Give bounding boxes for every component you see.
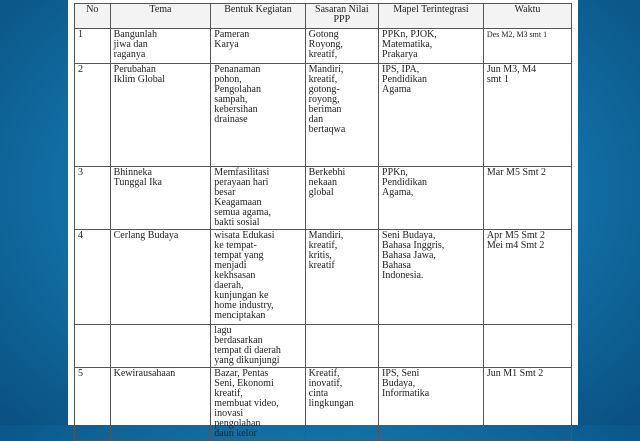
cell-sasaran	[305, 325, 378, 368]
cell-no: 2	[75, 64, 111, 167]
cell-waktu: Mar M5 Smt 2	[483, 167, 571, 230]
cell-no: 3	[75, 167, 111, 230]
cell-mapel: Seni Budaya, Bahasa Inggris, Bahasa Jawa, Bahasa Indonesia.	[379, 230, 484, 325]
header-sasaran-nilai: Sasaran Nilai PPP	[305, 4, 378, 29]
cell-waktu	[483, 325, 571, 368]
cell-bentuk: Bazar, Pentas Seni, Ekonomi kreatif, membuat video, inovasi pengolahan daun kelor	[211, 368, 305, 441]
cell-mapel: PPKn, Pendidikan Agama,	[379, 167, 484, 230]
cell-mapel: PPKn, PJOK, Matematika, Prakarya	[379, 29, 484, 64]
cell-tema: Perubahan Iklim Global	[110, 64, 211, 167]
cell-tema: Cerlang Budaya	[110, 230, 211, 325]
cell-sasaran: Mandiri, kreatif, gotong- royong, beriman dan bertaqwa	[305, 64, 378, 167]
cell-no: 4	[75, 230, 111, 325]
table-header-row	[75, 4, 572, 29]
table-row	[75, 230, 572, 325]
document-page	[68, 0, 578, 439]
header-waktu: Waktu	[483, 4, 571, 29]
cell-waktu: Des M2, M3 smt 1	[483, 29, 571, 64]
cell-bentuk: wisata Edukasi ke tempat- tempat yang menjadi kekhsasan daerah, kunjungan ke home industry, menciptakan	[211, 230, 305, 325]
cell-bentuk: lagu berdasarkan tempat di daerah yang dikunjungi	[211, 325, 305, 368]
table-row	[75, 167, 572, 230]
cell-no	[75, 325, 111, 368]
cell-tema: Bhinneka Tunggal Ika	[110, 167, 211, 230]
cell-sasaran: Berkebhi nekaan global	[305, 167, 378, 230]
cell-no: 5	[75, 368, 111, 441]
cell-bentuk: Pameran Karya	[211, 29, 305, 64]
cell-bentuk: Memfasilitasi perayaan hari besar Keagamaan semua agama, bakti sosial	[211, 167, 305, 230]
cell-sasaran: Mandiri, kreatif, kritis, kreatif	[305, 230, 378, 325]
cell-tema: Bangunlah jiwa dan raganya	[110, 29, 211, 64]
cell-bentuk: Penanaman pohon, Pengolahan sampah, kebersihan drainase	[211, 64, 305, 167]
table-row	[75, 368, 572, 441]
cell-sasaran: Kreatif, inovatif, cinta lingkungan	[305, 368, 378, 441]
cell-waktu: Jun M1 Smt 2	[483, 368, 571, 441]
cell-no: 1	[75, 29, 111, 64]
cell-sasaran: Gotong Royong, kreatif,	[305, 29, 378, 64]
table-row	[75, 29, 572, 64]
cell-tema: Kewirausahaan	[110, 368, 211, 441]
header-bentuk-kegiatan: Bentuk Kegiatan	[211, 4, 305, 29]
table-row	[75, 64, 572, 167]
header-mapel: Mapel Terintegrasi	[379, 4, 484, 29]
table-row	[75, 325, 572, 368]
activity-table	[74, 3, 572, 441]
header-no: No	[75, 4, 111, 29]
cell-waktu: Apr M5 Smt 2 Mei m4 Smt 2	[483, 230, 571, 325]
cell-mapel: IPS, IPA, Pendidikan Agama	[379, 64, 484, 167]
cell-waktu: Jun M3, M4 smt 1	[483, 64, 571, 167]
cell-mapel: IPS, Seni Budaya, Informatika	[379, 368, 484, 441]
header-tema: Tema	[110, 4, 211, 29]
cell-mapel	[379, 325, 484, 368]
cell-tema	[110, 325, 211, 368]
